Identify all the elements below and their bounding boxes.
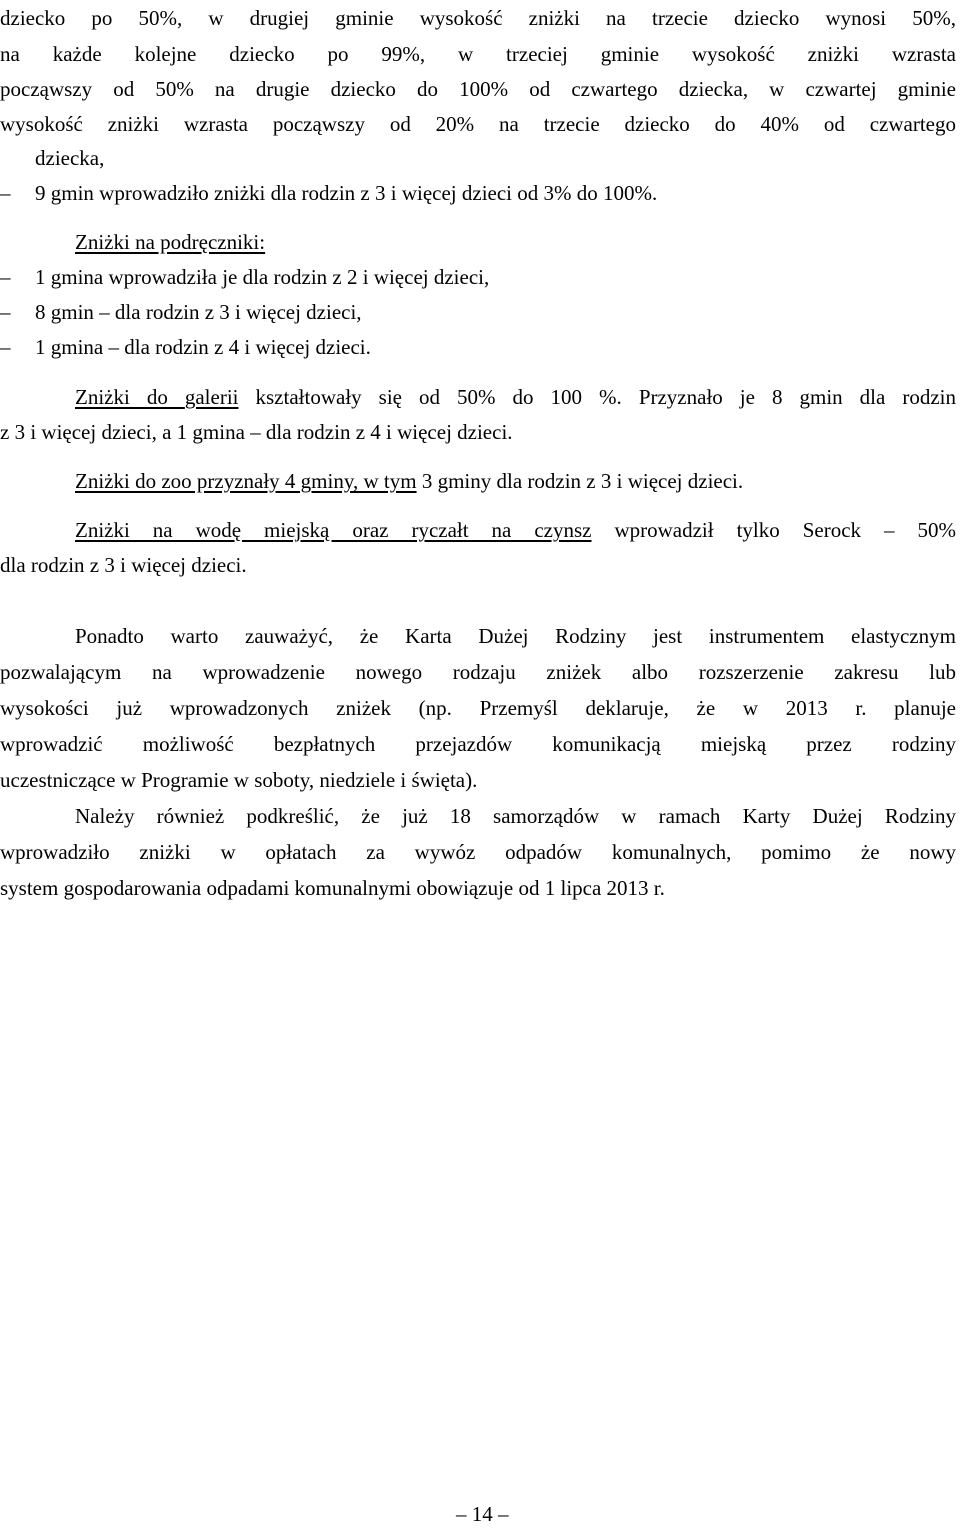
text-line: wysokość zniżki wzrasta począwszy od 20% na trzecie dziecko do 40% od czwartego (0, 112, 956, 136)
list-item (0, 329, 956, 365)
paragraph-line: wprowadzić możliwość bezpłatnych przejazdów komunikacją miejską przez rodziny (0, 732, 956, 756)
list-item-text: 1 gmina – dla rodzin z 4 i więcej dzieci. (35, 335, 371, 359)
dash-bullet-icon: – (0, 181, 11, 205)
paragraph-line: wprowadziło zniżki w opłatach za wywóz odpadów komunalnych, pomimo że nowy (0, 840, 956, 864)
list-item-text: 8 gmin – dla rodzin z 3 i więcej dzieci, (35, 300, 362, 324)
paragraph-line: system gospodarowania odpadami komunalnymi obowiązuje od 1 lipca 2013 r. (0, 876, 665, 900)
text-line: dziecka, (35, 146, 105, 170)
paragraph-line: Należy również podkreślić, że już 18 samorządów w ramach Karty Dużej Rodziny (75, 804, 956, 828)
zoo-lead: Zniżki do zoo przyznały 4 gminy, w tym (75, 469, 417, 493)
text-line: dziecko po 50%, w drugiej gminie wysokość zniżki na trzecie dziecko wynosi 50%, (0, 6, 956, 30)
list-item-text: 1 gmina wprowadziła je dla rodzin z 2 i więcej dzieci, (35, 265, 490, 289)
paragraph-line: Ponadto warto zauważyć, że Karta Dużej Rodziny jest instrumentem elastycznym (75, 624, 956, 648)
paragraph-line (75, 512, 956, 548)
paragraph-line: pozwalającym na wprowadzenie nowego rodzaju zniżek albo rozszerzenie zakresu lub (0, 660, 956, 684)
galerii-lead: Zniżki do (75, 385, 185, 409)
woda-rest: wprowadził tylko Serock – 50% (591, 518, 956, 542)
dash-bullet-icon: – (0, 335, 11, 359)
list-item-text: 9 gmin wprowadziło zniżki dla rodzin z 3 i więcej dzieci od 3% do 100%. (35, 181, 658, 205)
zoo-rest: 3 gminy dla rodzin z 3 i więcej dzieci. (416, 469, 744, 493)
page-number: – 14 – (456, 1502, 509, 1526)
dash-bullet-icon: – (0, 265, 11, 289)
galerii-rest: kształtowały się od 50% do 100 %. Przyznało je 8 gmin dla rodzin (238, 385, 956, 409)
galerii-lead-word: galerii (184, 385, 239, 409)
list-item (0, 294, 956, 330)
paragraph-line: dla rodzin z 3 i więcej dzieci. (0, 553, 247, 577)
list-item (0, 175, 956, 211)
list-item (0, 259, 956, 295)
paragraph-line: uczestniczące w Programie w soboty, niedziele i święta). (0, 768, 478, 792)
text-line: na każde kolejne dziecko po 99%, w trzeciej gminie wysokość zniżki wzrasta (0, 42, 956, 66)
text-line: począwszy od 50% na drugie dziecko do 100% od czwartego dziecka, w czwartej gminie (0, 77, 956, 101)
paragraph-line: z 3 i więcej dzieci, a 1 gmina – dla rodzin z 4 i więcej dzieci. (0, 420, 513, 444)
section-heading (75, 224, 960, 260)
dash-bullet-icon: – (0, 300, 11, 324)
heading-text: Zniżki na podręczniki: (75, 230, 266, 254)
paragraph-line (75, 463, 960, 499)
woda-lead: Zniżki na wodę miejską oraz ryczałt na czynsz (75, 518, 592, 542)
paragraph-line (75, 379, 956, 415)
paragraph-line: wysokości już wprowadzonych zniżek (np. Przemyśl deklaruje, że w 2013 r. planuje (0, 696, 956, 720)
